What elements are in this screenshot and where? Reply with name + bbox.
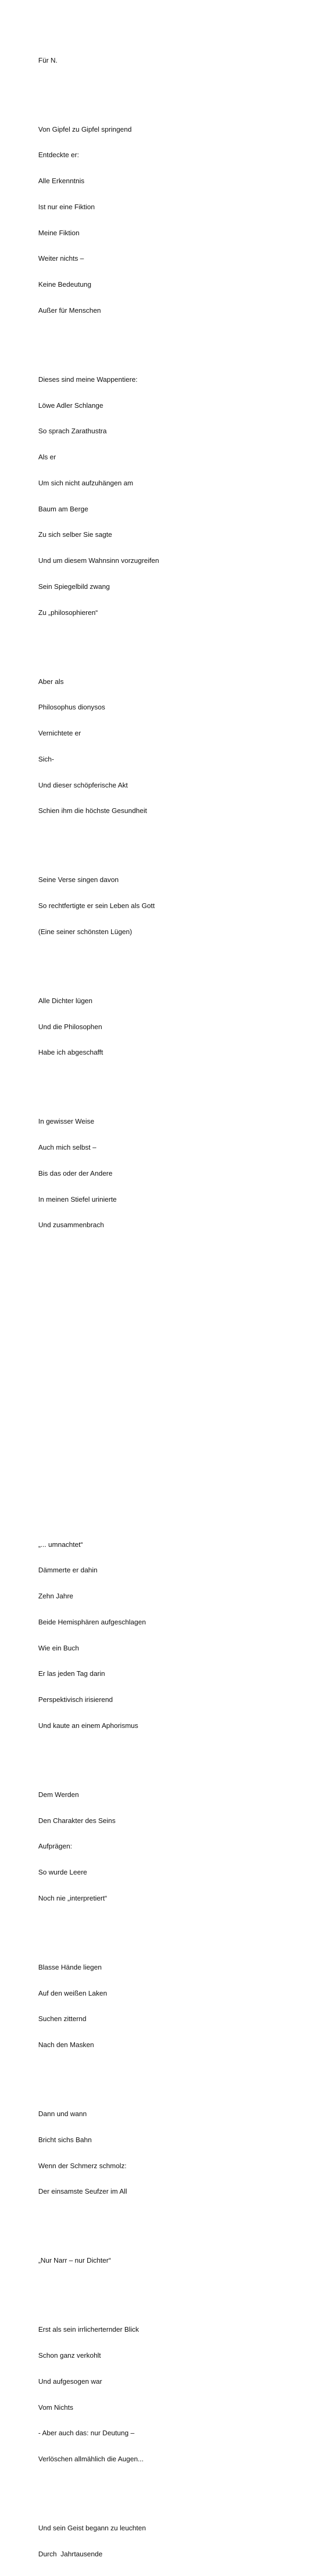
poem-line: Auf den weißen Laken [38, 1989, 107, 1997]
blank-line [38, 1471, 159, 1480]
poem-line: Und kaute an einem Aphorismus [38, 1721, 138, 1730]
poem-line: Der einsamste Seufzer im All [38, 2187, 127, 2196]
poem-line: Suchen zitternd [38, 2015, 87, 2023]
poem-line: (Eine seiner schönsten Lügen) [38, 927, 132, 936]
poem-line: So rechtfertigte er sein Leben als Gott [38, 902, 155, 910]
dedication: Für N. [38, 56, 58, 64]
poem-line: In gewisser Weise [38, 1117, 95, 1126]
poem-line: Dieses sind meine Wappentiere: [38, 375, 138, 383]
poem-line: Und sein Geist begann zu leuchten [38, 2524, 146, 2532]
blank-line [38, 1920, 159, 1929]
poem-line: Alle Dichter lügen [38, 996, 93, 1005]
poem-line: Meine Fiktion [38, 228, 80, 237]
blank-line [38, 1419, 159, 1428]
poem-line: „Nur Narr – nur Dichter“ [38, 2256, 111, 2265]
poem-line: Schien ihm die höchste Gesundheit [38, 807, 147, 815]
poem-line: Zu „philosophieren“ [38, 608, 98, 617]
poem-line: Aufprägen: [38, 1842, 72, 1851]
poem-line: Habe ich abgeschafft [38, 1048, 103, 1057]
poem-line: Und die Philosophen [38, 1022, 102, 1031]
poem-line: Aber als [38, 677, 64, 686]
blank-line [38, 1264, 159, 1273]
poem-line: Beide Hemisphären aufgeschlagen [38, 1618, 146, 1626]
poem-line: Seine Verse singen davon [38, 876, 119, 884]
blank-line [38, 2213, 159, 2222]
blank-line [38, 2282, 159, 2291]
poem-line: Durch Jahrtausende [38, 2549, 103, 2558]
blank-line [38, 634, 159, 643]
poem-line: Auch mich selbst – [38, 1143, 97, 1151]
poem-line: Wie ein Buch [38, 1644, 79, 1652]
poem-line: Dann und wann [38, 2110, 87, 2118]
blank-line [38, 1074, 159, 1083]
poem-line: Um sich nicht aufzuhängen am [38, 478, 133, 487]
poem-line: Schon ganz verkohlt [38, 2351, 101, 2359]
blank-line [38, 1497, 159, 1505]
poem-line: Perspektivisch irisierend [38, 1696, 113, 1704]
poem-line: So sprach Zarathustra [38, 427, 107, 435]
poem-line: Ist nur eine Fiktion [38, 202, 95, 211]
poem-line: „... umnachtet“ [38, 1540, 83, 1548]
poem-line: Dämmerte er dahin [38, 1566, 98, 1574]
poem-line: Als er [38, 453, 56, 461]
poem-line: Dem Werden [38, 1790, 79, 1799]
blank-line [38, 833, 159, 841]
blank-line [38, 1748, 159, 1756]
poem-line: Philosophus dionysos [38, 703, 105, 712]
poem-line: Verlöschen allmählich die Augen... [38, 2455, 144, 2463]
poem-line: Vom Nichts [38, 2403, 73, 2411]
poem-line: Wenn der Schmerz schmolz: [38, 2161, 127, 2170]
poem-line: Außer für Menschen [38, 306, 101, 314]
blank-line [38, 954, 159, 962]
poem-line: Sich- [38, 755, 54, 763]
poem-line: Und aufgesogen war [38, 2377, 102, 2385]
poem-line: Erst als sein irrlicherternder Blick [38, 2325, 139, 2334]
poem-line: Baum am Berge [38, 504, 88, 513]
poem-line: Alle Erkenntnis [38, 177, 85, 185]
poem-line: Und um diesem Wahnsinn vorzugreifen [38, 557, 160, 564]
blank-line [38, 1342, 159, 1350]
poem-line: So wurde Leere [38, 1868, 87, 1876]
poem-line: Den Charakter des Seins [38, 1816, 116, 1825]
poem-line: Zehn Jahre [38, 1592, 73, 1600]
poem-line: Vernichtete er [38, 729, 81, 737]
blank-line [38, 332, 159, 341]
blank-line [38, 2067, 159, 2075]
blank-line [38, 1290, 159, 1298]
poem-line: Weiter nichts – [38, 254, 84, 263]
poem-line: Zu sich selber Sie sagte [38, 530, 112, 539]
poem-line: In meinen Stiefel urinierte [38, 1195, 117, 1203]
poem-line: Sein Spiegelbild zwang [38, 582, 110, 590]
blank-line [38, 1445, 159, 1454]
blank-line [38, 1368, 159, 1376]
poem-line: Er las jeden Tag darin [38, 1670, 105, 1678]
blank-line [38, 1393, 159, 1402]
poem-line: Bis das oder der Andere [38, 1169, 113, 1177]
blank-line [38, 2481, 159, 2489]
poem-line: Blasse Hände liegen [38, 1963, 102, 1971]
poem-line: Nach den Masken [38, 2041, 94, 2049]
blank-line [38, 1316, 159, 1324]
poem-line: Noch nie „interpretiert“ [38, 1894, 107, 1902]
poem-line: Bricht sichs Bahn [38, 2135, 92, 2144]
poem-line: Keine Bedeutung [38, 280, 91, 288]
blank-line [38, 82, 159, 90]
poem-line: Und zusammenbrach [38, 1221, 104, 1229]
poem-line: Und dieser schöpferische Akt [38, 781, 128, 789]
poem-line: - Aber auch das: nur Deutung – [38, 2429, 135, 2437]
poem-line: Von Gipfel zu Gipfel springend [38, 125, 132, 133]
poem-line: Löwe Adler Schlange [38, 401, 104, 409]
poem-body [38, 39, 159, 2576]
poem-line: Entdeckte er: [38, 151, 79, 159]
